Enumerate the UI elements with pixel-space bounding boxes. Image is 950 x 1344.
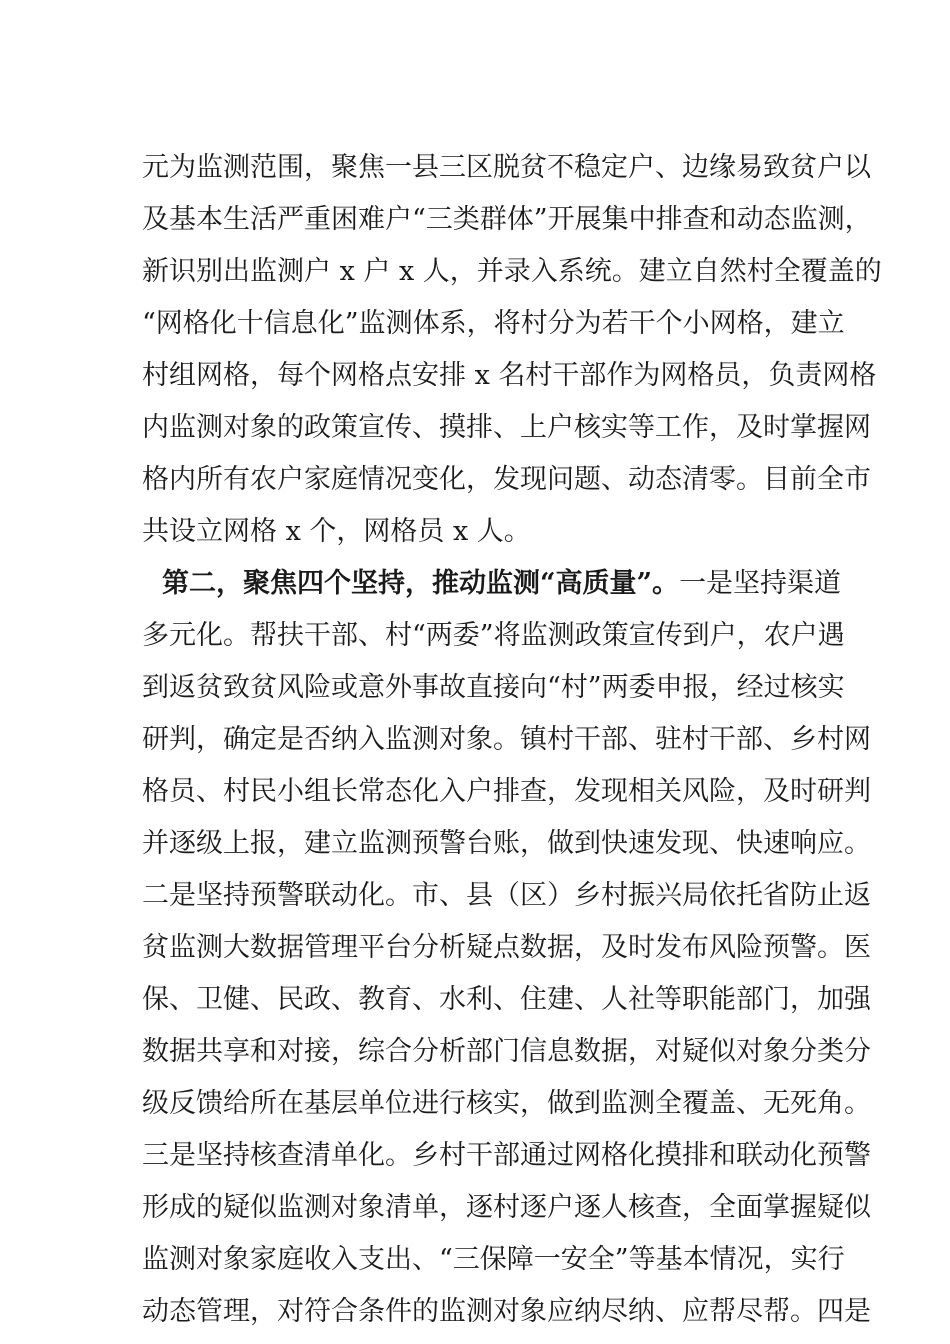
text-line: 级反馈给所在基层单位进行核实，做到监测全覆盖、无死角。 bbox=[142, 1088, 871, 1119]
text-line: “网格化十信息化”监测体系，将村分为若干个小网格，建立 bbox=[142, 308, 845, 339]
section-heading: 第二，聚焦四个坚持，推动监测“高质量”。 bbox=[162, 568, 680, 599]
text-line: 多元化。帮扶干部、村“两委”将监测政策宣传到户，农户遇 bbox=[142, 620, 845, 651]
text-line: 村组网格，每个网格点安排 x 名村干部作为网格员，负责网格 bbox=[142, 360, 877, 391]
paragraph-first-line bbox=[142, 558, 842, 610]
text-run: 一是坚持渠道 bbox=[679, 568, 842, 599]
text-line: 动态管理，对符合条件的监测对象应纳尽纳、应帮尽帮。四是 bbox=[142, 1296, 871, 1327]
text-line: 保、卫健、民政、教育、水利、住建、人社等职能部门，加强 bbox=[142, 984, 871, 1015]
text-line: 内监测对象的政策宣传、摸排、上户核实等工作，及时掌握网 bbox=[142, 412, 871, 443]
text-line: 格员、村民小组长常态化入户排查，发现相关风险，及时研判 bbox=[142, 776, 871, 807]
text-line: 三是坚持核查清单化。乡村干部通过网格化摸排和联动化预警 bbox=[142, 1140, 871, 1171]
text-line: 元为监测范围，聚焦一县三区脱贫不稳定户、边缘易致贫户以 bbox=[142, 152, 871, 183]
text-line: 格内所有农户家庭情况变化，发现问题、动态清零。目前全市 bbox=[142, 464, 871, 495]
text-line: 监测对象家庭收入支出、“三保障一安全”等基本情况，实行 bbox=[142, 1244, 845, 1275]
text-line: 共设立网格 x 个，网格员 x 人。 bbox=[142, 516, 531, 547]
text-line: 形成的疑似监测对象清单，逐村逐户逐人核查，全面掌握疑似 bbox=[142, 1192, 871, 1223]
text-line: 二是坚持预警联动化。市、县（区）乡村振兴局依托省防止返 bbox=[142, 880, 871, 911]
text-line: 数据共享和对接，综合分析部门信息数据，对疑似对象分类分 bbox=[142, 1036, 871, 1067]
text-line: 研判，确定是否纳入监测对象。镇村干部、驻村干部、乡村网 bbox=[142, 724, 871, 755]
text-line: 新识别出监测户 x 户 x 人，并录入系统。建立自然村全覆盖的 bbox=[142, 256, 882, 287]
body-text bbox=[142, 142, 882, 1338]
text-line: 贫监测大数据管理平台分析疑点数据，及时发布风险预警。医 bbox=[142, 932, 871, 963]
text-line: 并逐级上报，建立监测预警台账，做到快速发现、快速响应。 bbox=[142, 828, 871, 859]
text-line: 到返贫致贫风险或意外事故直接向“村”两委申报，经过核实 bbox=[142, 672, 845, 703]
text-line: 及基本生活严重困难户“三类群体”开展集中排查和动态监测， bbox=[142, 204, 872, 235]
